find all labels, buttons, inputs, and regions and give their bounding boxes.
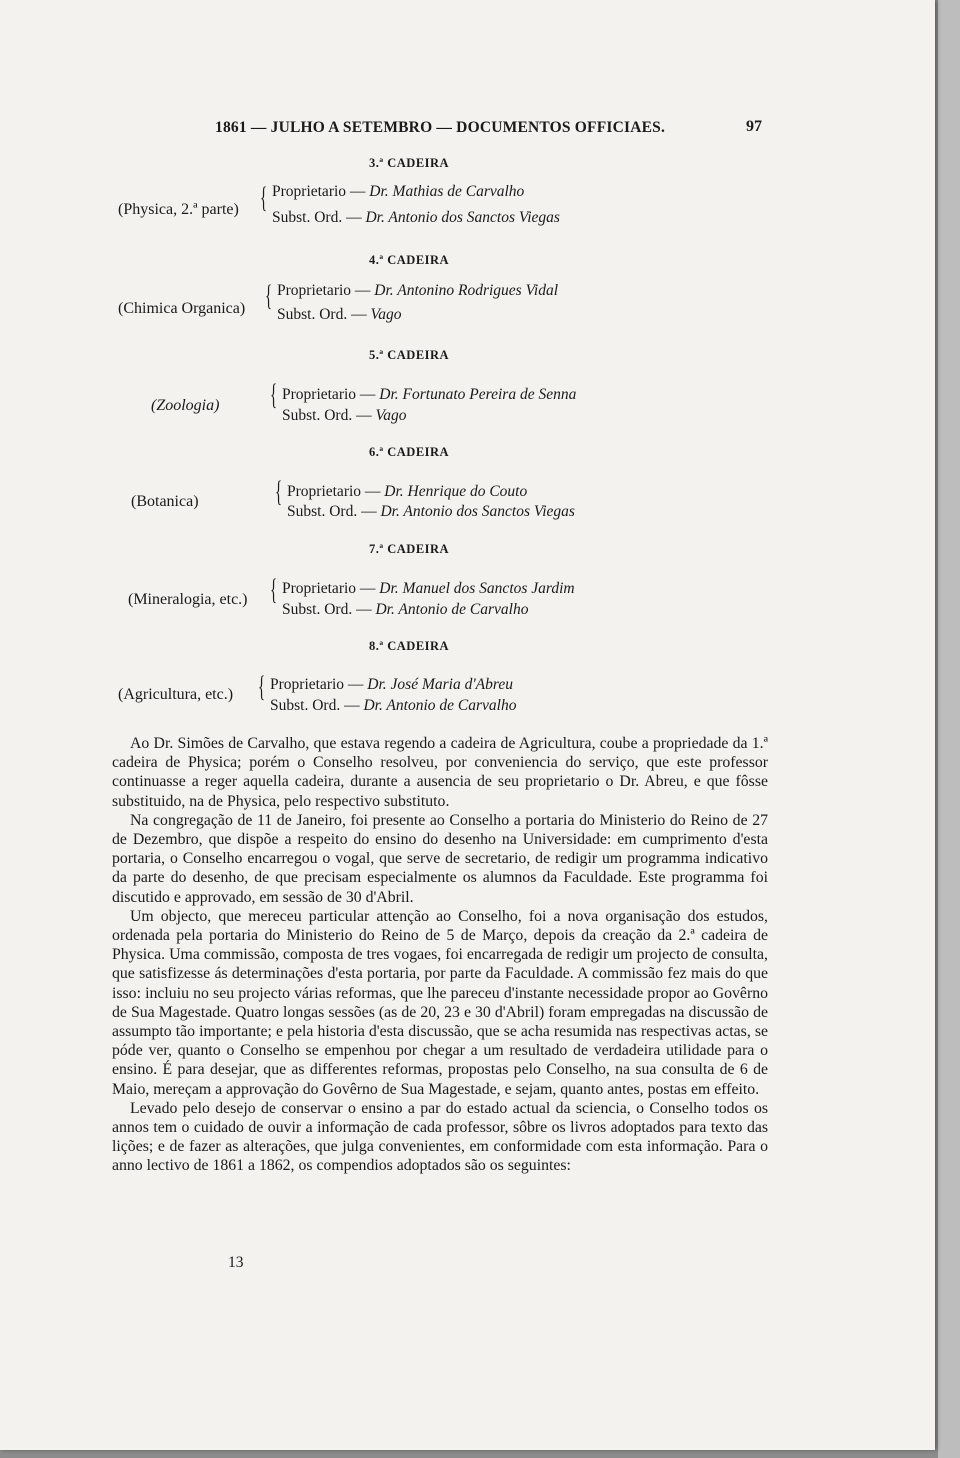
cadeira-3-heading: 3.ª CADEIRA [369,156,450,170]
paragraph: Um objecto, que mereceu particular attenção ao Conselho, foi a nova organisação dos estudos, ordenada pela portaria do Ministerio do Reino de 5 de Março, depois da creação da 2.ª cadeira de Physica. Uma commissão, composta de tres vogaes, foi encarregada de redigir um projecto de consulta, que satisfizesse ás determinações d'esta portaria, por parte da Faculdade. A commissão fez mais do que isso: incluiu no seu projecto várias reformas, que lhe pareceu d'instante necessidade propor ao Govêrno de Sua Magestade. Quatro longas sessões (as de 20, 23 e 30 d'Abril) foram empregadas na discussão de assumpto tão importante; e pela historia d'esta discussão, que se acha resumida nas respectivas actas, se póde ver, quanto o Conselho se empenhou por chegar a um resultado de verdadeira utilidade para o ensino. É para desejar, que as differentes reformas, propostas pelo Conselho, na sua consulta de 6 de Maio, mereçam a approvação do Govêrno de Sua Magestade, e sejam, quanto antes, postas em effeito. [112,907,768,1098]
cadeira-7-line-1: Proprietario — Dr. Manuel dos Sanctos Jardim [282,580,575,597]
role-label: Subst. Ord. [272,209,343,226]
signature-mark: 13 [228,1254,244,1271]
role-label: Subst. Ord. [282,407,353,424]
paragraph: Na congregação de 11 de Janeiro, foi presente ao Conselho a portaria do Ministerio do Reino de 27 de Dezembro, que dispõe a respeito do ensino do desenho na Universidade: em cumprimento d'esta portaria, o Conselho encarregou o vogal, que serve de secretario, de redigir um programma indicativo da parte do desenho, de que precisam especialmente os alumnos da Faculdade. Este programma foi discutido e approvado, em sessão de 30 d'Abril. [112,811,768,906]
cadeira-7-brace: { [270,573,278,606]
cadeira-3-subject: (Physica, 2.ª parte) [118,201,239,218]
cadeira-3-brace: { [260,181,268,214]
role-label: Proprietario [272,183,347,200]
cadeira-8-line-1: Proprietario — Dr. José Maria d'Abreu [270,676,513,693]
cadeira-5-subject: (Zoologia) [151,397,220,414]
cadeira-4-line-2: Subst. Ord. — Vago [277,306,402,323]
cadeira-5-heading: 5.ª CADEIRA [369,348,450,362]
role-label: Subst. Ord. [282,601,353,618]
running-head: 1861 — JULHO A SETEMBRO — DOCUMENTOS OFFICIAES. [215,119,666,136]
cadeira-7-subject: (Mineralogia, etc.) [128,591,248,608]
teacher-name: Dr. Antonio dos Sanctos Viegas [365,209,560,226]
page-number: 97 [746,118,762,135]
teacher-name: Dr. Fortunato Pereira de Senna [379,386,577,403]
teacher-name: Dr. Antonio de Carvalho [375,601,529,618]
cadeira-4-subject: (Chimica Organica) [118,300,246,317]
role-label: Proprietario [287,483,362,500]
cadeira-8-heading: 8.ª CADEIRA [369,639,450,653]
cadeira-5-line-2: Subst. Ord. — Vago [282,407,407,424]
role-label: Proprietario [270,676,345,693]
teacher-name: Dr. Antonio dos Sanctos Viegas [380,503,575,520]
teacher-name: Dr. José Maria d'Abreu [367,676,513,693]
role-label: Proprietario [282,580,357,597]
cadeira-8-brace: { [258,670,266,703]
paragraph: Levado pelo desejo de conservar o ensino a par do estado actual da sciencia, o Conselho todos os annos tem o cuidado de ouvir a informação de cada professor, sôbre os livros adoptados para texto das lições; e de fazer as alterações, que julga convenientes, em conformidade com esta informação. Para o anno lectivo de 1861 a 1862, os compendios adoptados são os seguintes: [112,1099,768,1175]
cadeira-8-subject: (Agricultura, etc.) [118,686,234,703]
role-label: Proprietario [282,386,357,403]
cadeira-3-line-1: Proprietario — Dr. Mathias de Carvalho [272,183,525,200]
cadeira-7-line-2: Subst. Ord. — Dr. Antonio de Carvalho [282,601,529,618]
cadeira-6-line-1: Proprietario — Dr. Henrique do Couto [287,483,528,500]
cadeira-8-line-2: Subst. Ord. — Dr. Antonio de Carvalho [270,697,517,714]
cadeira-5-brace: { [270,378,278,411]
role-label: Proprietario [277,282,352,299]
cadeira-4-line-1: Proprietario — Dr. Antonino Rodrigues Vidal [277,282,559,299]
teacher-name: Dr. Henrique do Couto [384,483,528,500]
scan-strip [938,0,960,1458]
cadeira-3-line-2: Subst. Ord. — Dr. Antonio dos Sanctos Viegas [272,209,560,226]
teacher-name: Dr. Mathias de Carvalho [369,183,525,200]
cadeira-6-subject: (Botanica) [131,493,199,510]
teacher-name: Vago [370,306,402,323]
teacher-name: Vago [375,407,407,424]
teacher-name: Dr. Manuel dos Sanctos Jardim [379,580,575,597]
role-label: Subst. Ord. [277,306,348,323]
cadeira-4-heading: 4.ª CADEIRA [369,253,450,267]
role-label: Subst. Ord. [270,697,341,714]
role-label: Subst. Ord. [287,503,358,520]
cadeira-5-line-1: Proprietario — Dr. Fortunato Pereira de Senna [282,386,577,403]
cadeira-7-heading: 7.ª CADEIRA [369,542,450,556]
cadeira-6-brace: { [275,475,283,508]
body-text [112,734,768,1176]
cadeira-4-brace: { [265,279,273,312]
paragraph: Ao Dr. Simões de Carvalho, que estava regendo a cadeira de Agricultura, coube a propriedade da 1.ª cadeira de Physica; porém o Conselho resolveu, por conveniencia do serviço, que este professor continuasse a reger aquella cadeira, durante a ausencia de seu proprietario o Dr. Abreu, e que fôsse substituido, na de Physica, pelo respectivo substituto. [112,735,768,810]
cadeira-6-line-2: Subst. Ord. — Dr. Antonio dos Sanctos Viegas [287,503,575,520]
teacher-name: Dr. Antonino Rodrigues Vidal [374,282,559,299]
teacher-name: Dr. Antonio de Carvalho [363,697,517,714]
cadeira-6-heading: 6.ª CADEIRA [369,445,450,459]
